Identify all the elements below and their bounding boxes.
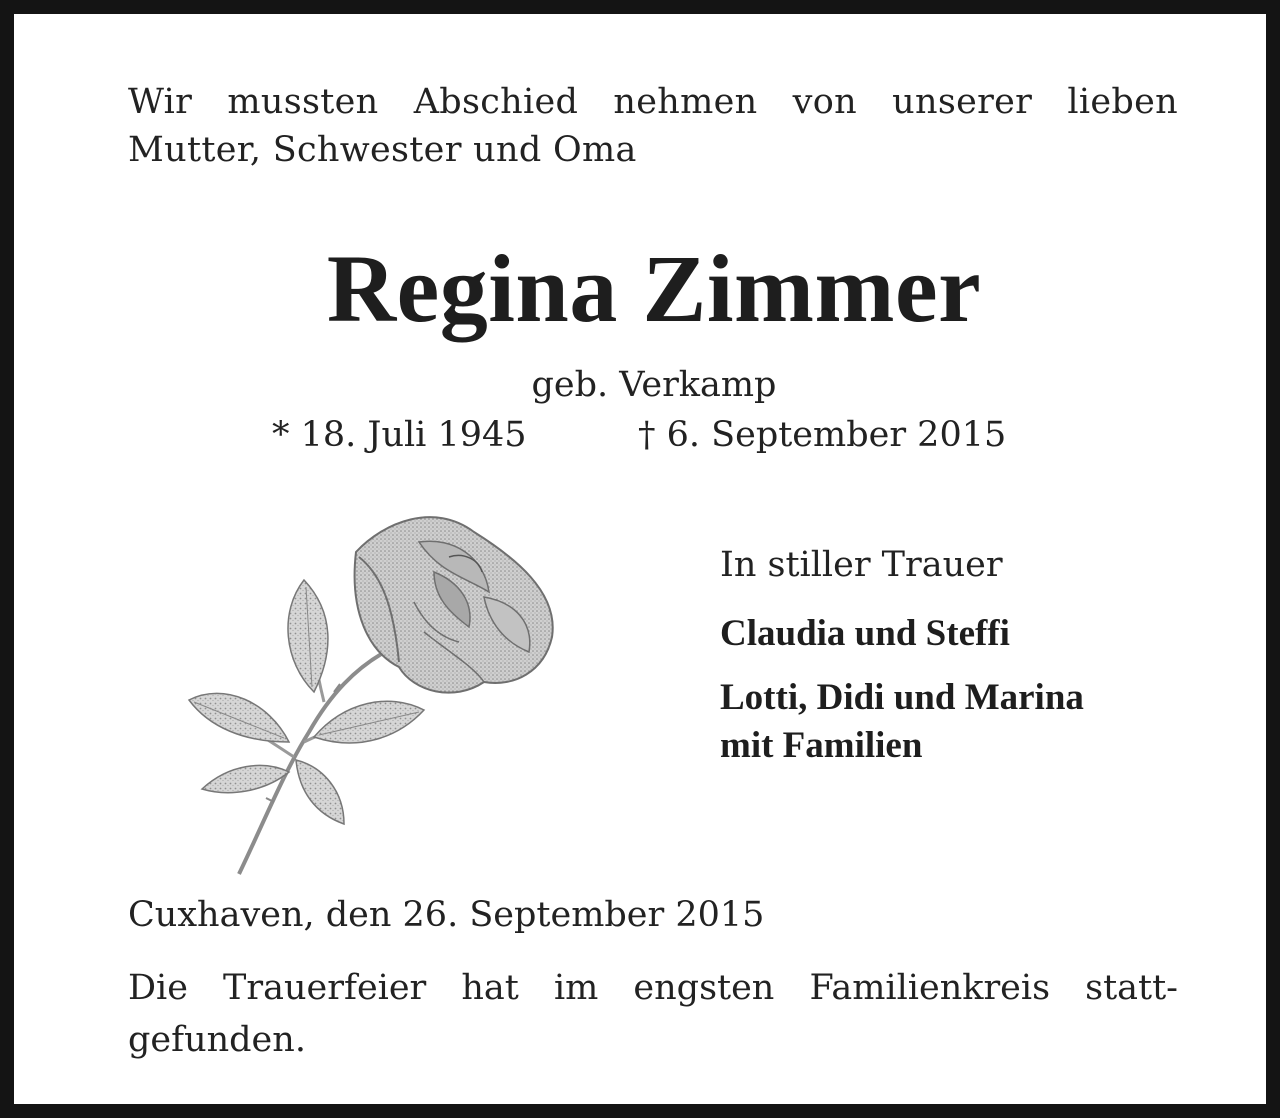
ceremony-line-1: Die Trauerfeier hat im engsten Familienkreis statt- [128,968,1178,1008]
rose-illustration [184,502,564,882]
mourning-lead: In stiller Trauer [720,545,1003,585]
mourner-group-1: Claudia und Steffi [720,613,1010,654]
mourners-block [720,542,1220,770]
deceased-name: Regina Zimmer [326,235,982,342]
ceremony-note [128,962,1178,1066]
intro-line-2: Mutter, Schwester und Oma [128,130,637,170]
mourner-group-2-line-2: mit Familien [720,725,923,766]
intro-line-1: Wir mussten Abschied nehmen von unserer lieben [128,82,1178,122]
place-and-date: Cuxhaven, den 26. September 2015 [128,895,765,935]
intro-text [128,78,1178,174]
mourner-group-2-line-1: Lotti, Didi und Marina [720,677,1084,718]
birth-name: geb. Verkamp [531,365,777,405]
birth-date: * 18. Juli 1945 [272,415,527,455]
death-date: † 6. September 2015 [638,415,1007,455]
ceremony-line-2: gefunden. [128,1020,306,1060]
